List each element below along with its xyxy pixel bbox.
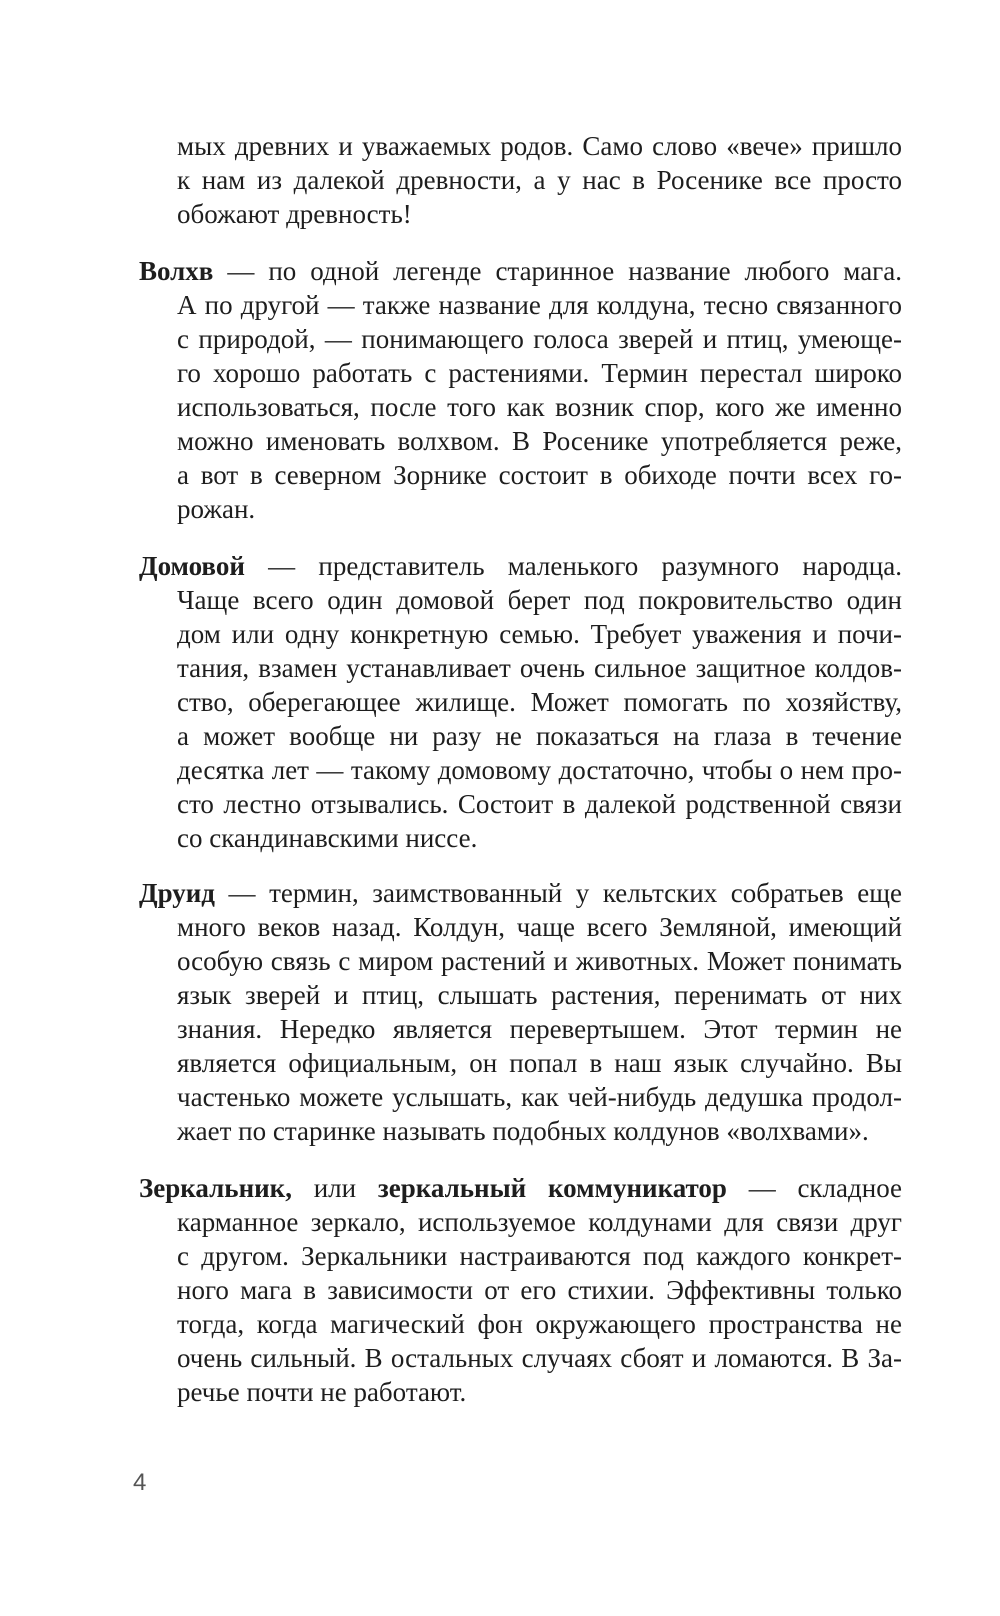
page-number: 4 — [133, 1469, 147, 1496]
entry-term: Зеркальник, — [139, 1173, 292, 1203]
entry-line: а может вообще ни разу не показаться на глаза в течение — [177, 721, 902, 751]
entry-line: ство, оберегающее жилище. Может помогать по хозяйству, — [177, 687, 902, 717]
entry-line: со скандинавскими ниссе. — [177, 823, 478, 853]
entry-term-alt: зеркальный коммуникатор — [377, 1173, 727, 1203]
entry-line: рожан. — [177, 494, 256, 524]
entry-line: тания, взамен устанавливает очень сильное защитное колдов- — [177, 653, 902, 683]
intro-line: к нам из далекой древности, а у нас в Росенике все просто — [177, 165, 902, 195]
entry-line: сто лестно отзывались. Состоит в далекой родственной связи — [177, 789, 902, 819]
entry-term: Волхв — [139, 256, 214, 286]
entry-connector: или — [291, 1173, 378, 1203]
entry-volkhv-first-line — [139, 254, 902, 289]
entry-line: с природой, — понимающего голоса зверей и птиц, умеюще- — [177, 324, 902, 354]
entry-line: жает по старинке называть подобных колдунов «волхвами». — [177, 1116, 869, 1146]
entry-line: очень сильный. В остальных случаях сбоят и ломаются. В За- — [177, 1343, 902, 1373]
entry-line: тогда, когда магический фон окружающего пространства не — [177, 1309, 902, 1339]
entry-definition-start: — складное — [726, 1173, 903, 1203]
entry-druid-first-line — [139, 876, 902, 911]
entry-line: знания. Нередко является перевертышем. Этот термин не — [177, 1014, 902, 1044]
entry-line: ного мага в зависимости от его стихии. Эффективны только — [177, 1275, 902, 1305]
intro-line: обожают древность! — [177, 199, 412, 229]
entry-line: язык зверей и птиц, слышать растения, перенимать от них — [177, 980, 902, 1010]
entry-line: го хорошо работать с растениями. Термин перестал широко — [177, 358, 902, 388]
entry-zerkalnik-first-line — [139, 1171, 902, 1206]
entry-line: дом или одну конкретную семью. Требует уважения и почи- — [177, 619, 902, 649]
entry-definition-start: — представитель маленького разумного народца. — [244, 551, 902, 581]
entry-line: с другом. Зеркальники настраиваются под каждого конкрет- — [177, 1241, 902, 1271]
entry-definition-start: — термин, заимствованный у кельтских собратьев еще — [214, 878, 902, 908]
entry-line: карманное зеркало, используемое колдунами для связи друг — [177, 1207, 902, 1237]
entry-line: является официальным, он попал в наш язык случайно. Вы — [177, 1048, 902, 1078]
entry-line: А по другой — также название для колдуна, тесно связанного — [177, 290, 902, 320]
entry-line: много веков назад. Колдун, чаще всего Земляной, имеющий — [177, 912, 902, 942]
entry-line: а вот в северном Зорнике состоит в обиходе почти всех го- — [177, 460, 902, 490]
entry-line: можно именовать волхвом. В Росенике употребляется реже, — [177, 426, 902, 456]
entry-line: использоваться, после того как возник спор, кого же именно — [177, 392, 902, 422]
entry-domovoy-first-line — [139, 549, 902, 584]
entry-definition-start: — по одной легенде старинное название любого мага. — [213, 256, 902, 286]
entry-line: особую связь с миром растений и животных. Может понимать — [177, 946, 902, 976]
entry-term: Друид — [139, 878, 215, 908]
entry-line: Чаще всего один домовой берет под покровительство один — [177, 585, 902, 615]
intro-line: мых древних и уважаемых родов. Само слово «вече» пришло — [177, 131, 902, 161]
entry-line: десятка лет — такому домовому достаточно, чтобы о нем про- — [177, 755, 902, 785]
entry-line: речье почти не работают. — [177, 1377, 467, 1407]
entry-line: частенько можете услышать, как чей-нибудь дедушка продол- — [177, 1082, 902, 1112]
entry-term: Домовой — [139, 551, 245, 581]
